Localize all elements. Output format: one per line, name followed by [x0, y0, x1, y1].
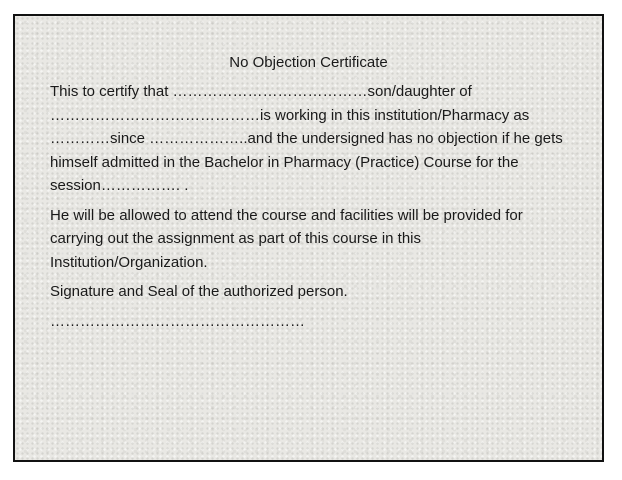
certificate-paragraph-2 [50, 204, 585, 275]
paragraph-2-line: He will be allowed to attend the course and facilities will be provided for [50, 206, 523, 224]
certificate-frame [13, 14, 604, 462]
paragraph-2-line: Institution/Organization. [50, 253, 208, 271]
paragraph-1-line: ……………………………………is working in this institution/Pharmacy as [50, 106, 530, 124]
paragraph-2-line: carrying out the assignment as part of this course in this [50, 230, 422, 247]
signature-line: …………………………………………… [50, 312, 305, 330]
paragraph-1-line: himself admitted in the Bachelor in Pharmacy (Practice) Course for the [50, 153, 519, 171]
paragraph-1-line: This to certify that …………………………………son/daughter of [50, 83, 472, 100]
certificate-paragraph-1 [50, 80, 585, 198]
certificate-body [50, 80, 585, 339]
paragraph-1-line: …………since ………………..and the undersigned has no objection if he gets [50, 130, 563, 147]
certificate-title: No Objection Certificate [229, 54, 388, 71]
signature-label: Signature and Seal of the authorized person. [50, 283, 348, 300]
paragraph-1-line: session……………. . [50, 177, 189, 194]
